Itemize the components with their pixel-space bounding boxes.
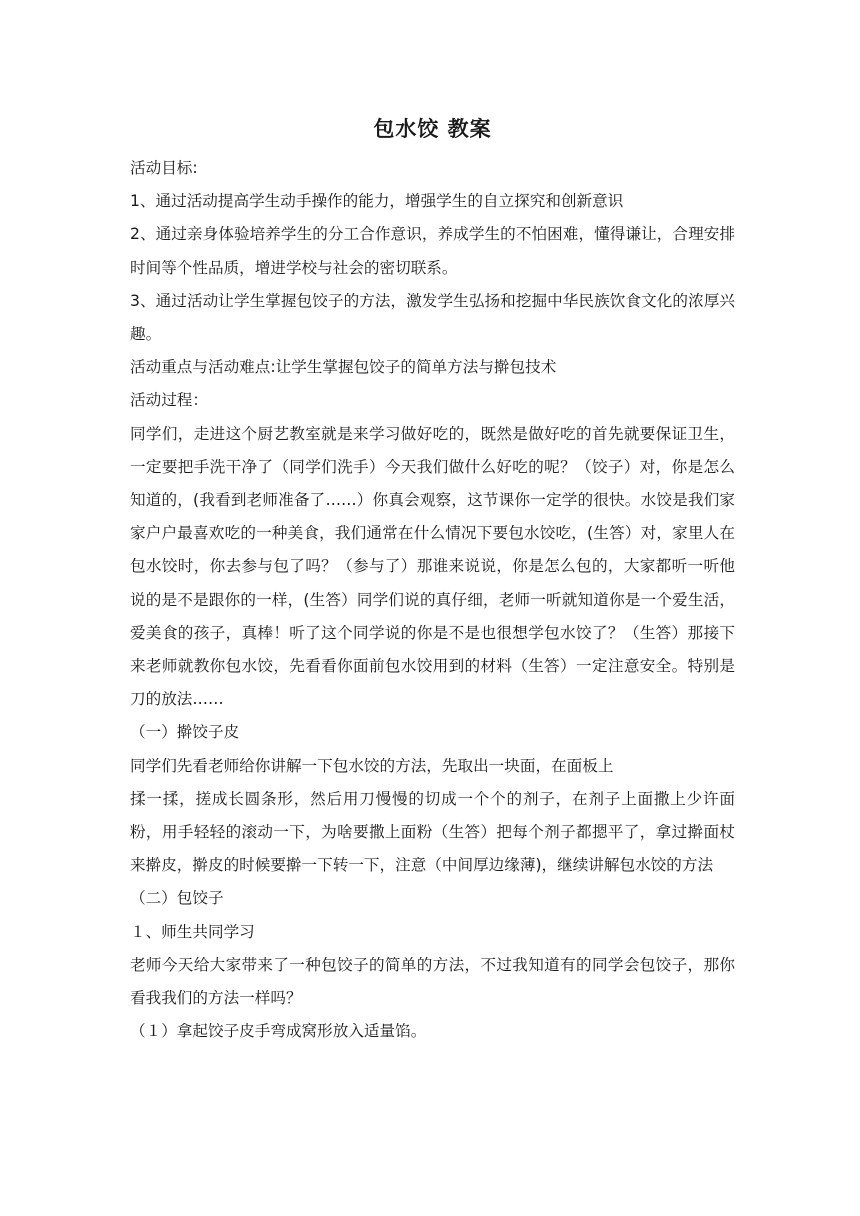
- section1-body-paragraph: 揉一揉，搓成长圆条形，然后用刀慢慢的切成一个个的剂子，在剂子上面撒上少许面粉，用手轻轻的滚动一下，为啥要撒上面粉（生答）把每个剂子都摁平了，拿过擀面杖来擀皮，擀皮的时候要擀一下转一下，注意（中间厚边缘薄)，继续讲解包水饺的方法: [130, 789, 735, 875]
- section1-heading: （一）擀饺子皮: [130, 723, 240, 742]
- process-intro-paragraph: 同学们，走进这个厨艺教室就是来学习做好吃的，既然是做好吃的首先就要保证卫生，一定要把手洗干净了（同学们洗手）今天我们做什么好吃的呢？（饺子）对，你是怎么知道的，(我看到老师准备了……）你真会观察，这节课你一定学的很快。水饺是我们家家户户最喜欢吃的一种美食，我们通常在什么情况下要包水饺吃，(生答）对，家里人在包水饺时，你去参与包了吗？（参与了）那谁来说说，你是怎么包的，大家都听一听他说的是不是跟你的一样，(生答）同学们说的真仔细，老师一听就知道你是一个爱生活，爱美食的孩子，真棒！听了这个同学说的你是不是也很想学包水饺了？（生答）那接下来老师就教你包水饺，先看看你面前包水饺用到的材料（生答）一定注意安全。特别是刀的放法……: [130, 424, 735, 709]
- section2-subheading: １、师生共同学习: [130, 922, 255, 941]
- document-title: 包水饺 教案: [373, 117, 492, 141]
- section2-body-paragraph: 老师今天给大家带来了一种包饺子的简单的方法，不过我知道有的同学会包饺子，那你看我我们的方法一样吗？: [130, 955, 735, 1008]
- process-heading: 活动过程：: [130, 391, 208, 410]
- step-1: （１）拿起饺子皮手弯成窝形放入适量馅。: [130, 1022, 427, 1041]
- key-points: 活动重点与活动难点:让学生掌握包饺子的简单方法与擀包技术: [130, 358, 557, 377]
- goal-item-3: 3、通过活动让学生掌握包饺子的方法，激发学生弘扬和挖掘中华民族饮食文化的浓厚兴趣。: [130, 291, 735, 344]
- document-body: [130, 112, 735, 1048]
- goal-item-1: 1、通过活动提高学生动手操作的能力，增强学生的自立探究和创新意识: [130, 192, 624, 211]
- goals-heading: 活动目标:: [130, 159, 198, 177]
- section2-heading: （二）包饺子: [130, 889, 224, 908]
- goal-item-2: 2、通过亲身体验培养学生的分工合作意识，养成学生的不怕困难，懂得谦让，合理安排时间等个性品质，增进学校与社会的密切联系。: [130, 225, 735, 277]
- section1-first-line: 同学们先看老师给你讲解一下包水饺的方法，先取出一块面，在面板上: [130, 756, 614, 775]
